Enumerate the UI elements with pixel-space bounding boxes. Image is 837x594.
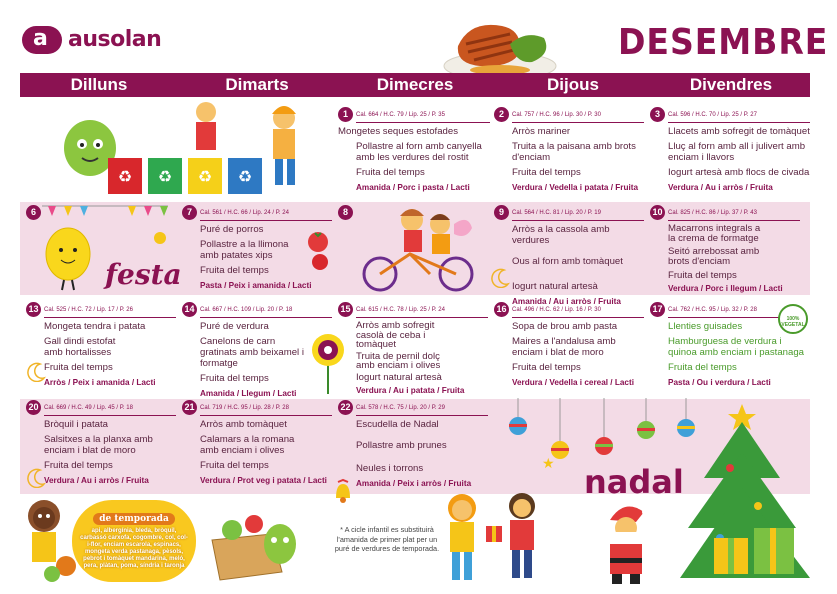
nutrition-info: Cal. 596 / H.C. 70 / Lip. 25 / P. 27 (668, 110, 810, 123)
dinner-suggestion: Verdura / Vedella i cereal / Lacti (512, 378, 634, 387)
festa-label: festa (105, 258, 182, 291)
menu-cell (650, 208, 800, 294)
dish: Pollastre al forn amb canyella amb les verdures del rostit (356, 141, 482, 163)
dinner-suggestion: Verdura / Au i arròs / Fruita (668, 183, 773, 192)
nutrition-info: Cal. 525 / H.C. 72 / Lip. 17 / P. 26 (44, 305, 176, 318)
day-number: 8 (338, 205, 353, 220)
badge-text: 100% VEGETAL (781, 316, 805, 328)
month-title: DESEMBRE (618, 22, 829, 63)
dish: Fruita del temps (200, 373, 269, 384)
dish: Truita de pernil dolç amb enciam i olives (356, 350, 441, 371)
dish: Fruita del temps (512, 167, 581, 178)
dish: Bròquil i patata (44, 419, 108, 430)
day-number: 14 (182, 302, 197, 317)
dish: Truita a la paisana amb brots d'enciam (512, 141, 636, 163)
day-number: 7 (182, 205, 197, 220)
svg-text:♻: ♻ (117, 169, 133, 186)
dinner-suggestion: Arròs / Peix i amanida / Lacti (44, 378, 156, 387)
vegetal-badge (778, 304, 808, 334)
day-label: Dilluns (70, 75, 128, 94)
nutrition-info: Cal. 762 / H.C. 95 / Lip. 32 / P. 28 (668, 305, 780, 318)
dish: Puré de verdura (200, 321, 269, 332)
day-number: 22 (338, 400, 353, 415)
nutrition-info: Cal. 496 / H.C. 62 / Lip. 16 / P. 30 (512, 305, 644, 318)
dish: Puré de porros (200, 224, 264, 235)
dish: Canelons de carn gratinats amb beixamel i formatge (200, 336, 304, 369)
dish: Pollastre a la llimona amb patates xips (200, 239, 289, 261)
dish: Llenties guisades (668, 321, 743, 332)
day-number: 16 (494, 302, 509, 317)
dish: Gall dindi estofat amb hortalisses (44, 336, 116, 358)
vegetable-basket-illustration (202, 500, 306, 584)
menu-cell (182, 208, 332, 291)
dish: Mongetes seques estofades (338, 126, 459, 137)
dish: Llacets amb sofregit de tomàquet (668, 126, 810, 137)
svg-text:♻: ♻ (237, 169, 253, 186)
day-label: Dimarts (225, 75, 289, 94)
day-number: 20 (26, 400, 41, 415)
dish: Escudella de Nadal (356, 419, 439, 430)
dinner-suggestion: Pasta / Ou i verdura / Lacti (668, 378, 771, 387)
dinner-suggestion: Verdura / Porc i llegum / Lacti (668, 284, 783, 293)
seasonal-produce-box (72, 500, 196, 582)
svg-text:♻: ♻ (197, 169, 213, 186)
dish: Iogurt artesà amb flocs de civada (668, 167, 810, 178)
nutrition-info: Cal. 578 / H.C. 75 / Lip. 20 / P. 29 (356, 403, 488, 416)
dish: Ous al forn amb tomàquet (512, 256, 623, 267)
kids-exchanging-gifts-illustration (432, 488, 552, 586)
dish: Lluç al forn amb all i julivert amb enciam i llavors (668, 141, 806, 163)
day-number: 9 (494, 205, 509, 220)
nutrition-info: Cal. 757 / H.C. 96 / Lip. 30 / P. 30 (512, 110, 644, 123)
nutrition-info: Cal. 719 / H.C. 95 / Lip. 28 / P. 28 (200, 403, 332, 416)
menu-cell (338, 403, 488, 489)
food-plate-illustration (440, 14, 560, 82)
bike-kids-illustration (360, 204, 484, 294)
nutrition-info: Cal. 669 / H.C. 49 / Lip. 45 / P. 18 (44, 403, 176, 416)
dish: Fruita del temps (200, 460, 269, 471)
menu-cell (338, 305, 488, 396)
menu-cell (494, 305, 644, 388)
christmas-tree-illustration (680, 398, 820, 586)
day-number: 13 (26, 302, 41, 317)
dinner-suggestion: Pasta / Peix i amanida / Lacti (200, 281, 312, 290)
dish: Iogurt natural artesà (512, 281, 598, 292)
dinner-suggestion: Amanida / Au i arròs / Fruita (512, 297, 621, 306)
seasonal-title: de temporada (93, 513, 175, 525)
dish: Neules i torrons (356, 463, 424, 474)
dish: Fruita del temps (200, 265, 269, 276)
dish: Arròs mariner (512, 126, 571, 137)
santa-illustration (590, 498, 662, 586)
nadal-label: nadal (584, 463, 684, 501)
dish: Arròs amb sofregit casolà de ceba i tomàquet (356, 320, 435, 350)
day-number: 21 (182, 400, 197, 415)
dinner-suggestion: Verdura / Au i arròs / Fruita (44, 476, 149, 485)
day-number: 17 (650, 302, 665, 317)
dish: Sopa de brou amb pasta (512, 321, 618, 332)
dish: Fruita del temps (668, 362, 737, 373)
day-label: Dimecres (376, 75, 454, 94)
dish: Fruita del temps (44, 362, 113, 373)
dish: Maires a l'andalusa amb enciam i blat de moro (512, 336, 616, 358)
infant-cycle-note: * A cicle infantil es substituirà l'amanida de primer plat per un puré de verdures de temporada. (334, 525, 440, 553)
dinner-suggestion: Verdura / Prot veg i patata / Lacti (200, 476, 327, 485)
recycling-kids-illustration (58, 98, 320, 200)
dinner-suggestion: Amanida / Llegum / Lacti (200, 389, 297, 398)
dish: Macarrons integrals a la crema de formatge (668, 223, 761, 244)
day-number: 15 (338, 302, 353, 317)
nutrition-info: Cal. 667 / H.C. 109 / Lip. 20 / P. 18 (200, 305, 332, 318)
svg-text:★: ★ (542, 455, 555, 471)
nutrition-info: Cal. 825 / H.C. 86 / Lip. 37 / P. 43 (668, 208, 800, 221)
dish: Fruita del temps (44, 460, 113, 471)
dish: Arròs a la cassola amb verdures (512, 224, 610, 246)
dish: Seitó arrebossat amb brots d'enciam (668, 246, 760, 267)
menu-cell (650, 110, 810, 193)
menu-cell (26, 305, 176, 388)
day-number: 1 (338, 107, 353, 122)
day-label: Dijous (547, 75, 599, 94)
menu-cell (182, 305, 332, 399)
dish: Mongeta tendra i patata (44, 321, 146, 332)
svg-text:♻: ♻ (157, 169, 173, 186)
dish: Hamburguesa de verdura i quinoa amb enciam i pastanaga (668, 336, 805, 358)
dinner-suggestion: Amanida / Peix i arròs / Fruita (356, 479, 472, 488)
day-number: 3 (650, 107, 665, 122)
day-number: 2 (494, 107, 509, 122)
dish: Calamars a la romana amb enciam i olives (200, 434, 295, 456)
dish: Iogurt natural artesà (356, 371, 442, 383)
nutrition-info: Cal. 561 / H.C. 66 / Lip. 24 / P. 24 (200, 208, 332, 221)
dish: Salsitxes a la planxa amb enciam i blat de moro (44, 434, 153, 456)
nutrition-info: Cal. 564 / H.C. 81 / Lip. 20 / P. 19 (512, 208, 644, 221)
dish: Fruita del temps (356, 167, 425, 178)
menu-cell (338, 110, 490, 193)
day-number: 10 (650, 205, 665, 220)
nutrition-info: Cal. 664 / H.C. 79 / Lip. 25 / P. 35 (356, 110, 490, 123)
menu-cell (494, 208, 644, 307)
dish: Fruita del temps (668, 270, 737, 281)
day-number: 6 (26, 205, 41, 220)
dish: Pollastre amb prunes (356, 440, 447, 451)
menu-cell (494, 110, 644, 193)
nutrition-info: Cal. 615 / H.C. 78 / Lip. 25 / P. 24 (356, 305, 488, 318)
seasonal-text: api, albergínia, bleda, bròquil, carbassó carxofa, cogombre, col, col-i-flor, enciam escarola, espinacs, mongeta verda pastanaga, pèsols, pebrot i tomàquet mandarina, meló, pera, plàtan, poma, síndria i taronja (80, 528, 188, 569)
brand-name: ausolan (68, 27, 162, 52)
dinner-suggestion: Verdura / Vedella i patata / Fruita (512, 183, 639, 192)
weekday-header (20, 73, 810, 97)
day-label: Divendres (689, 75, 773, 94)
ausolan-logo (22, 26, 62, 54)
dinner-suggestion: Amanida / Porc i pasta / Lacti (356, 183, 470, 192)
christmas-bell-icon (328, 476, 358, 506)
menu-cell (26, 403, 176, 486)
dish: Fruita del temps (512, 362, 581, 373)
dinner-suggestion: Verdura / Au i patata / Fruita (356, 385, 465, 395)
menu-cell (182, 403, 332, 486)
dish: Arròs amb tomàquet (200, 419, 287, 430)
